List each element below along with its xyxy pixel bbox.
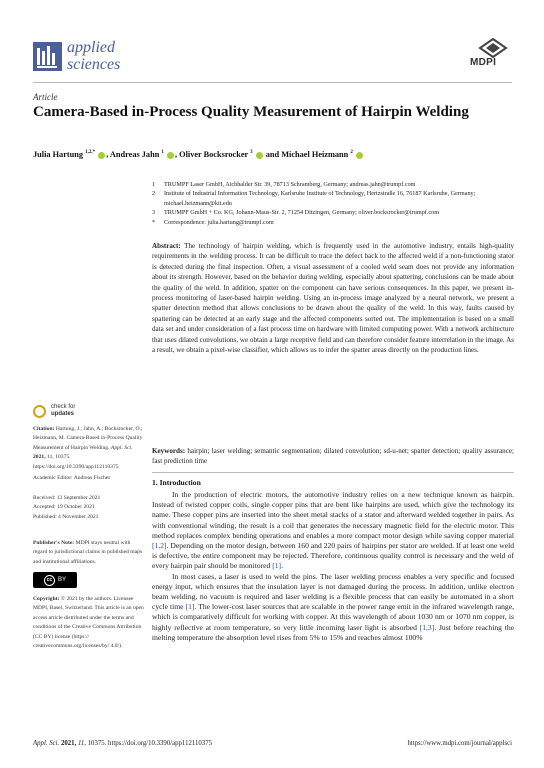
academic-editor: Academic Editor: Andreas Fischer — [33, 475, 111, 481]
section-divider — [152, 472, 514, 473]
accepted-date: Accepted: 19 October 2021 — [33, 504, 95, 511]
footer-year: 2021, — [60, 740, 77, 747]
paragraph-text: . — [281, 561, 283, 571]
affiliations — [152, 180, 522, 227]
author-list: Julia Hartung $^{1,2,*}$ , Andreas Jahn $^1$ , Oliver Bocksrocker $^3$ and Michael Heizmann $^2$ — [33, 150, 364, 159]
journal-name-line2: sciences — [67, 56, 121, 73]
orcid-icon[interactable] — [98, 152, 105, 159]
copyright-text: © 2021 by the authors. Licensee MDPI, Basel, Switzerland. This article is an open access article distributed under the terms and conditions of the Creative Commons Attribution (CC BY) license (https:// creativecommons.org/licenses/by/ 4.0/). — [33, 596, 144, 650]
citation-doi[interactable]: 11, 10375. https://doi.org/10.3390/app112110375 — [33, 454, 119, 470]
cc-license-badge[interactable] — [33, 572, 77, 588]
author-affil-sup: 3 — [250, 150, 253, 156]
author-name: Michael Heizmann — [281, 150, 349, 159]
received-date: Received: 13 September 2021 — [33, 495, 101, 501]
paragraph-text: In most cases, a laser is used to weld the pins. The laser welding process enables a very specific and focused energy input, which ensures that the insulation layer is not damaged during the process. In addition, unlike electron beam welding, no vacuum is required and laser welding is a flexible process that can easily be automated in a short cycle time — [152, 571, 514, 612]
header-divider — [33, 82, 512, 83]
journal-logo — [33, 42, 62, 71]
paragraph-text: . Just before reaching the melting temperature the absorption level rises from 5% to 15% and reaches almost 100% — [152, 622, 514, 642]
citation-journal: Appl. Sci. — [110, 444, 133, 451]
section-title: 1. Introduction — [152, 478, 201, 487]
footer-journal-url[interactable]: https://www.mdpi.com/journal/applsci — [407, 740, 512, 747]
journal-name — [67, 39, 120, 73]
copyright-label: Copyright: — [33, 596, 60, 602]
paragraph-text: . Depending on the motor design, between 160 and 220 pairs of hairpins per stator are welded. If at least one weld is defective, the entire component may be rejected. Therefore, continuous quality control is necessary and the weld of every hairpin pair should be monitored — [152, 541, 514, 571]
author-name: Oliver Bocksrocker — [179, 150, 249, 159]
keywords-text: hairpin; laser welding; semantic segmentation; dilated convolution; sd-u-net; spatter detection; quality assurance; fast prediction time — [152, 447, 514, 466]
citation-link[interactable]: [1,3] — [419, 622, 435, 632]
check-updates-button[interactable] — [33, 405, 46, 418]
check-updates-line2: updates — [51, 411, 75, 417]
abstract — [152, 241, 514, 355]
abstract-label: Abstract: — [152, 242, 181, 250]
abstract-text: The technology of hairpin welding, which is frequently used in the automotive industry, entails high-quality requirements in the welding process. It can be difficult to trace the defect back to the affected weld if a non-functioning stator is detected during the final inspection. Often, a visual assessment of a cooled weld seam does not provide any information about its strength. However, based on the behavior during welding, especially about spattering, conclusions can be made about the quality of the weld. In addition, spatter on the component can have serious consequences. In this paper, we present in-process monitoring of laser-based hairpin welding. Using an in-process image analyzed by a neural network, we present a spatter detection method that allows conclusions to be drawn about the quality of the weld. In this way, faults caused by spattering can be detected at an early stage and the affected components sorted out. The implementation is based on a small data set and under consideration of a fast process time on hardware with limited computing power. With a network architecture that uses dilated convolutions, we obtain a large receptive field and can therefore consider feature interrelation in the image. As a result, we obtain a pixel-wise classifier, which allows us to infer the spatter areas directly on the production lines. — [152, 242, 514, 355]
orcid-icon[interactable] — [167, 152, 174, 159]
author-name: Andreas Jahn — [109, 150, 160, 159]
affiliation-text: TRUMPF GmbH + Co. KG, Johann-Maus-Str. 2, 71254 Ditzingen, Germany; oliver.bocksrocker@trumpf.com — [164, 209, 440, 217]
article-type: Article — [33, 92, 58, 102]
footer-doi[interactable]: 10375. https://doi.org/10.3390/app112110375 — [87, 740, 213, 747]
publisher-note — [33, 539, 145, 567]
publisher-note-label: Publisher's Note: — [33, 540, 75, 546]
author-name: Julia Hartung — [33, 150, 84, 159]
journal-name-line1: applied — [67, 39, 115, 56]
affiliation-number: 3 — [152, 209, 156, 217]
publisher-name: MDPI — [470, 57, 497, 68]
author-affil-sup: 1 — [161, 150, 164, 156]
paragraph — [152, 572, 514, 643]
orcid-icon[interactable] — [356, 152, 363, 159]
footer-volume: 11, — [77, 740, 86, 747]
footer-journal: Appl. Sci. — [33, 740, 60, 747]
affiliation-number: 2 — [152, 190, 156, 198]
cc-icon: cc — [44, 575, 55, 586]
author-affil-sup: 1,2,* — [85, 150, 96, 156]
citation-link[interactable]: [1] — [185, 602, 195, 612]
affiliation-number: * — [152, 218, 156, 226]
paragraph-text: . The lower-cost laser sources that are scalable in the power range emit in the infrared wavelength range, which is comparatively difficult for working with copper. At this wavelength of about 1030 nm or 1070 nm copper, is highly reflective at room temperature, so very little incoming laser light is absorbed — [152, 602, 514, 632]
citation-link[interactable]: [1] — [272, 561, 282, 571]
correspondence — [152, 218, 522, 227]
citation-link[interactable]: [1,2] — [152, 541, 167, 551]
check-updates-line1: check for — [51, 404, 76, 410]
affiliation-text: Correspondence: julia.hartung@trumpf.com — [164, 218, 274, 226]
introduction-body — [152, 490, 514, 643]
orcid-icon[interactable] — [256, 152, 263, 159]
check-updates-icon — [33, 405, 46, 418]
published-date: Published: 4 November 2021 — [33, 513, 99, 520]
affiliation-number: 1 — [152, 181, 156, 188]
citation-year: 2021, — [33, 454, 46, 461]
paragraph — [152, 490, 514, 572]
publisher-note-text: MDPI stays neutral with regard to jurisdictional claims in published maps and institutional affiliations. — [33, 540, 143, 565]
copyright-block — [33, 595, 145, 651]
footer-citation — [33, 740, 212, 747]
affiliation — [152, 208, 522, 217]
article-title: Camera-Based in-Process Quality Measurement of Hairpin Welding — [33, 104, 469, 120]
affiliation — [152, 189, 522, 208]
keywords — [152, 446, 514, 467]
citation-label: Citation: — [33, 426, 55, 432]
keywords-label: Keywords: — [152, 447, 186, 455]
check-updates-label[interactable] — [51, 404, 75, 418]
paragraph-text: In the production of electric motors, the automotive industry relies on a new technique known as hairpin. Instead of twisted copper coils, single copper pins that are bent like hairpins are used, which give the technology its name. These copper pins are inserted into the sheet metal stacks of a stator and afterward welded together in pairs. As with conventional winding, the result is a coil that generates the necessary magnetic field for the electric motor. This method replaces complex bending operations and enables a more compact motor design while saving copper material — [152, 490, 514, 540]
dates-block — [33, 494, 145, 522]
citation-block — [33, 425, 145, 472]
citation-text: Hartung, J.; Jahn, A.; Bocksrocker, O.; Heizmann, M. Camera-Based in-Process Quality Measurement of Hairpin Welding. — [33, 426, 143, 451]
affiliation-text: Institute of Industrial Information Technology, Karlsruhe Institute of Technology, Hertzstraße 16, 76187 Karlsruhe, Germany; michael.heizmann@kit.edu — [164, 190, 476, 207]
cc-by-label: BY — [57, 577, 66, 583]
affiliation — [152, 180, 522, 189]
author-affil-sup: 2 — [350, 150, 353, 156]
affiliation-text: TRUMPF Laser GmbH, Aichhalder Str. 39, 78713 Schramberg, Germany; andreas.jahn@trumpf.com — [164, 181, 416, 188]
